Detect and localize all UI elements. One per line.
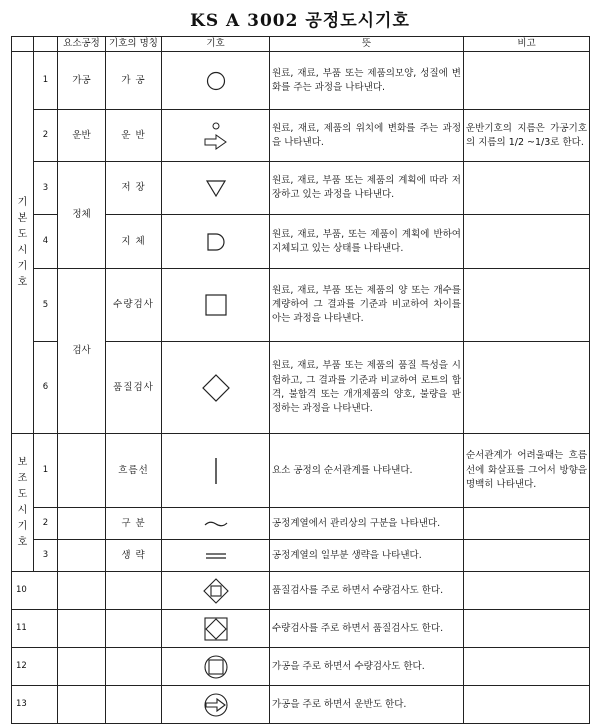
symbol-name: 생 략 [106,540,162,572]
triangle-down-icon [204,177,228,199]
remark-cell [464,648,590,686]
table-header-row [12,37,590,52]
remark-cell [464,215,590,269]
symbol-name: 수량검사 [106,269,162,342]
symbol-name [106,686,162,724]
remark-cell [464,686,590,724]
table-row [12,434,590,508]
diamond-icon [201,373,231,403]
table-row [12,269,590,342]
category-auxiliary [12,434,34,572]
transport-arrow-icon [202,118,230,154]
symbol-name [106,648,162,686]
symbol-cell [162,648,270,686]
symbol-name [106,572,162,610]
table-row [12,162,590,215]
row-number: 3 [34,162,58,215]
header-blank-1 [12,37,34,52]
symbol-cell [162,162,270,215]
symbol-cell [162,434,270,508]
row-number: 3 [34,540,58,572]
table-row [12,110,590,162]
vertical-line-icon [211,456,221,486]
symbol-cell [162,110,270,162]
circle-with-square-icon [202,653,230,681]
row-number: 1 [34,434,58,508]
row-number: 1 [34,52,58,110]
symbol-name: 가 공 [106,52,162,110]
remark-cell [464,162,590,215]
table-row [12,686,590,724]
symbol-name: 구 분 [106,508,162,540]
symbol-name: 운 반 [106,110,162,162]
meaning-text: 가공을 주로 하면서 수량검사도 한다. [270,648,464,686]
header-blank-2 [34,37,58,52]
symbol-cell [162,508,270,540]
element-process [58,686,106,724]
document-title: KS A 3002 공정도시기호 [190,11,410,31]
header-remarks: 비고 [464,37,590,52]
row-number: 2 [34,110,58,162]
double-line-icon [203,550,229,562]
square-icon [203,292,229,318]
row-number: 4 [34,215,58,269]
row-number: 6 [34,342,58,434]
element-process [58,648,106,686]
meaning-text: 요소 공정의 순서관계를 나타낸다. [270,434,464,508]
symbol-cell [162,686,270,724]
table-row [12,508,590,540]
symbol-cell [162,269,270,342]
header-symbol: 기호 [162,37,270,52]
remark-text: 순서관계가 어려울때는 흐름선에 화살표를 그어서 방향을 명백히 나타낸다. [464,434,590,508]
symbol-cell [162,215,270,269]
table-row [12,540,590,572]
square-with-diamond-icon [202,615,230,643]
element-process [58,540,106,572]
element-process: 운반 [58,110,106,162]
table-row [12,572,590,610]
meaning-text: 품질검사를 주로 하면서 수량검사도 한다. [270,572,464,610]
remark-text: 운반기호의 지름은 가공기호의 지름의 1/2 ~1/3로 한다. [464,110,590,162]
symbol-name: 지 체 [106,215,162,269]
row-number: 5 [34,269,58,342]
row-number: 2 [34,508,58,540]
symbol-name: 저 장 [106,162,162,215]
element-process [58,610,106,648]
remark-cell [464,610,590,648]
symbol-name [106,610,162,648]
symbol-name: 품질검사 [106,342,162,434]
symbol-cell [162,52,270,110]
symbol-name: 흐름선 [106,434,162,508]
remark-cell [464,540,590,572]
row-number: 10 [12,572,58,610]
meaning-text: 원료, 재료, 부품 또는 제품의 계획에 따라 저장하고 있는 과정을 나타낸다. [270,162,464,215]
symbol-cell [162,540,270,572]
table-row [12,52,590,110]
remark-cell [464,52,590,110]
element-process: 검사 [58,269,106,434]
remark-cell [464,508,590,540]
meaning-text: 수량검사를 주로 하면서 품질검사도 한다. [270,610,464,648]
header-element-process: 요소공정 [58,37,106,52]
row-number: 12 [12,648,58,686]
meaning-text: 공정계열에서 관리상의 구분을 나타낸다. [270,508,464,540]
remark-cell [464,269,590,342]
meaning-text: 가공을 주로 하면서 운반도 한다. [270,686,464,724]
category-basic-label: 기본도시기호 [17,196,28,288]
diamond-with-square-icon [202,577,230,605]
table-row [12,648,590,686]
header-symbol-name: 기호의 명칭 [106,37,162,52]
meaning-text: 원료, 재료, 부품 또는 제품의 양 또는 개수를 계량하여 그 결과를 기준과 비교하여 차이를 아는 과정을 나타낸다. [270,269,464,342]
remark-cell [464,342,590,434]
element-process [58,572,106,610]
header-meaning: 뜻 [270,37,464,52]
category-basic [12,52,34,434]
meaning-text: 원료, 재료, 부품, 또는 제품이 계획에 반하여 지체되고 있는 상태를 나타낸다. [270,215,464,269]
row-number: 13 [12,686,58,724]
meaning-text: 원료, 재료, 제품의 위치에 변화를 주는 과정을 나타낸다. [270,110,464,162]
element-process [58,434,106,508]
symbol-cell [162,572,270,610]
circle-with-arrow-icon [202,691,230,719]
meaning-text: 공정계열의 일부분 생략을 나타낸다. [270,540,464,572]
table-row [12,610,590,648]
circle-icon [204,69,228,93]
wave-line-icon [203,518,229,530]
element-process: 정체 [58,162,106,269]
symbol-cell [162,610,270,648]
remark-cell [464,572,590,610]
row-number: 11 [12,610,58,648]
meaning-text: 원료, 재료, 부품 또는 제품의모양, 성질에 변화를 주는 과정을 나타낸다. [270,52,464,110]
symbol-cell [162,342,270,434]
meaning-text: 원료, 재료, 부품 또는 제품의 품질 특성을 시험하고, 그 결과를 기준과 비교하여 로트의 합격, 불합격 또는 개개제품의 양호, 불량을 판정하는 과정을 나타낸다. [270,342,464,434]
symbol-table [11,36,590,724]
d-shape-icon [204,231,228,253]
element-process [58,508,106,540]
element-process: 가공 [58,52,106,110]
category-auxiliary-label: 보조도시기호 [17,456,28,548]
